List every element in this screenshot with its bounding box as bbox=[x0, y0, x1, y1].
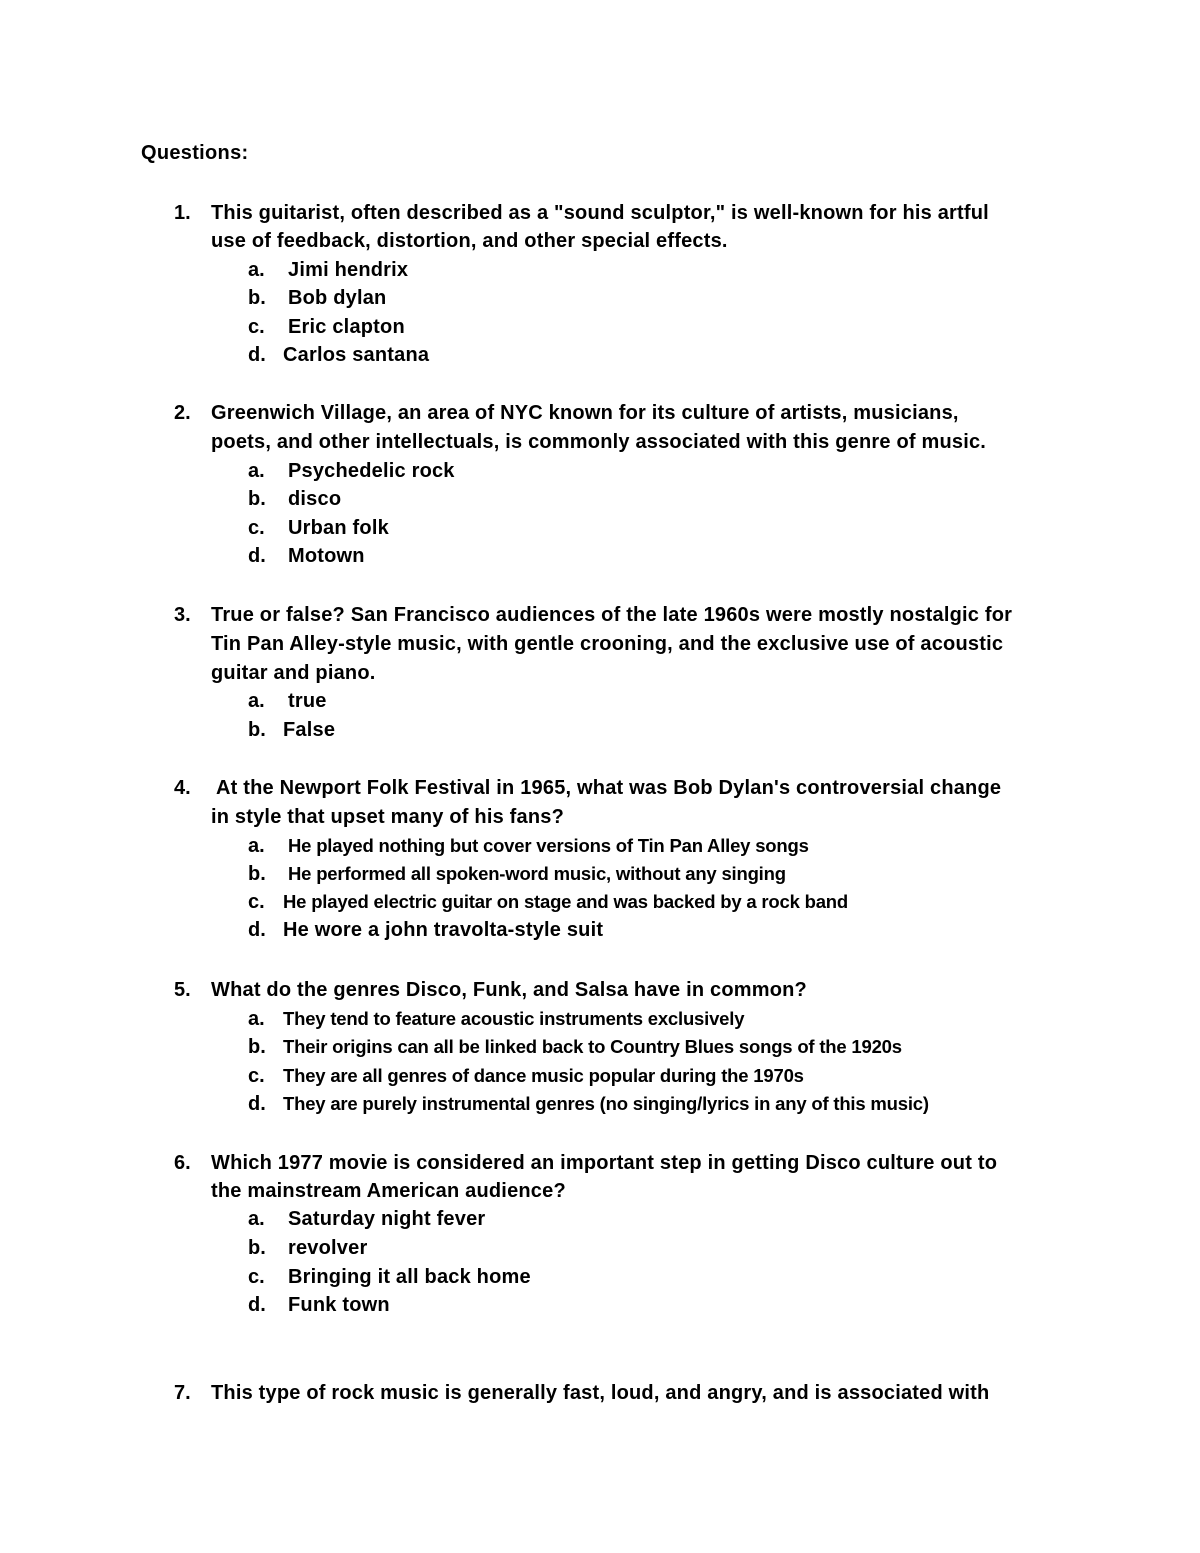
option-letter: b. bbox=[248, 1237, 266, 1259]
option-text: He played electric guitar on stage and was backed by a rock band bbox=[283, 891, 849, 912]
option-letter: b. bbox=[248, 719, 266, 741]
question-text-line: guitar and piano. bbox=[211, 662, 376, 684]
option-letter: d. bbox=[248, 545, 266, 567]
option-letter: c. bbox=[248, 316, 265, 338]
question-text-line: This type of rock music is generally fast, loud, and angry, and is associated with bbox=[211, 1382, 990, 1404]
option-letter: a. bbox=[248, 460, 265, 482]
question-text-line: What do the genres Disco, Funk, and Salsa have in common? bbox=[211, 979, 807, 1001]
option-text: Bob dylan bbox=[288, 287, 387, 309]
option-text: Psychedelic rock bbox=[288, 460, 455, 482]
option-text: Saturday night fever bbox=[288, 1208, 486, 1230]
option-text: He played nothing but cover versions of Tin Pan Alley songs bbox=[288, 835, 809, 856]
option-text: true bbox=[288, 690, 327, 712]
option-letter: d. bbox=[248, 919, 266, 941]
option-text: Funk town bbox=[288, 1294, 390, 1316]
option-letter: c. bbox=[248, 891, 265, 913]
option-text: Carlos santana bbox=[283, 344, 430, 366]
option-letter: b. bbox=[248, 863, 266, 885]
question-text-line: Which 1977 movie is considered an important step in getting Disco culture out to bbox=[211, 1152, 998, 1174]
option-text: They tend to feature acoustic instruments exclusively bbox=[283, 1008, 745, 1029]
question-number: 2. bbox=[174, 402, 191, 424]
question-text-line: in style that upset many of his fans? bbox=[211, 806, 565, 828]
option-text: False bbox=[283, 719, 336, 741]
option-text: They are purely instrumental genres (no singing/lyrics in any of this music) bbox=[283, 1093, 929, 1114]
option-letter: a. bbox=[248, 259, 265, 281]
option-letter: a. bbox=[248, 1008, 265, 1030]
question-text-line: True or false? San Francisco audiences of the late 1960s were mostly nostalgic for bbox=[211, 604, 1013, 626]
option-text: Jimi hendrix bbox=[288, 259, 409, 281]
option-letter: a. bbox=[248, 835, 265, 857]
question-number: 7. bbox=[174, 1382, 191, 1404]
option-text: He wore a john travolta-style suit bbox=[283, 919, 604, 941]
question-number: 6. bbox=[174, 1152, 191, 1174]
option-text: Eric clapton bbox=[288, 316, 405, 338]
question-number: 3. bbox=[174, 604, 191, 626]
option-letter: b. bbox=[248, 287, 266, 309]
question-text-line: This guitarist, often described as a "sound sculptor," is well-known for his artful bbox=[211, 202, 989, 224]
option-text: Urban folk bbox=[288, 517, 389, 539]
option-letter: c. bbox=[248, 517, 265, 539]
question-text-line: Tin Pan Alley-style music, with gentle crooning, and the exclusive use of acoustic bbox=[211, 633, 1004, 655]
option-text: revolver bbox=[288, 1237, 368, 1259]
page-heading: Questions: bbox=[141, 142, 249, 164]
option-letter: a. bbox=[248, 690, 265, 712]
question-text-line: Greenwich Village, an area of NYC known for its culture of artists, musicians, bbox=[211, 402, 959, 424]
question-number: 4. bbox=[174, 777, 191, 799]
option-letter: c. bbox=[248, 1266, 265, 1288]
option-text: He performed all spoken-word music, without any singing bbox=[288, 863, 786, 884]
option-text: Their origins can all be linked back to Country Blues songs of the 1920s bbox=[283, 1036, 902, 1057]
option-text: Bringing it all back home bbox=[288, 1266, 531, 1288]
option-text: Motown bbox=[288, 545, 365, 567]
option-text: disco bbox=[288, 488, 342, 510]
question-text-line: the mainstream American audience? bbox=[211, 1180, 566, 1202]
option-letter: d. bbox=[248, 1294, 266, 1316]
option-letter: b. bbox=[248, 1036, 266, 1058]
option-letter: d. bbox=[248, 344, 266, 366]
question-number: 1. bbox=[174, 202, 191, 224]
option-letter: b. bbox=[248, 488, 266, 510]
question-text-line: poets, and other intellectuals, is commonly associated with this genre of music. bbox=[211, 431, 987, 453]
question-text-line: At the Newport Folk Festival in 1965, what was Bob Dylan's controversial change bbox=[211, 777, 1002, 799]
option-text: They are all genres of dance music popular during the 1970s bbox=[283, 1065, 804, 1086]
option-letter: c. bbox=[248, 1065, 265, 1087]
question-text-line: use of feedback, distortion, and other special effects. bbox=[211, 230, 728, 252]
option-letter: a. bbox=[248, 1208, 265, 1230]
option-letter: d. bbox=[248, 1093, 266, 1115]
question-number: 5. bbox=[174, 979, 191, 1001]
